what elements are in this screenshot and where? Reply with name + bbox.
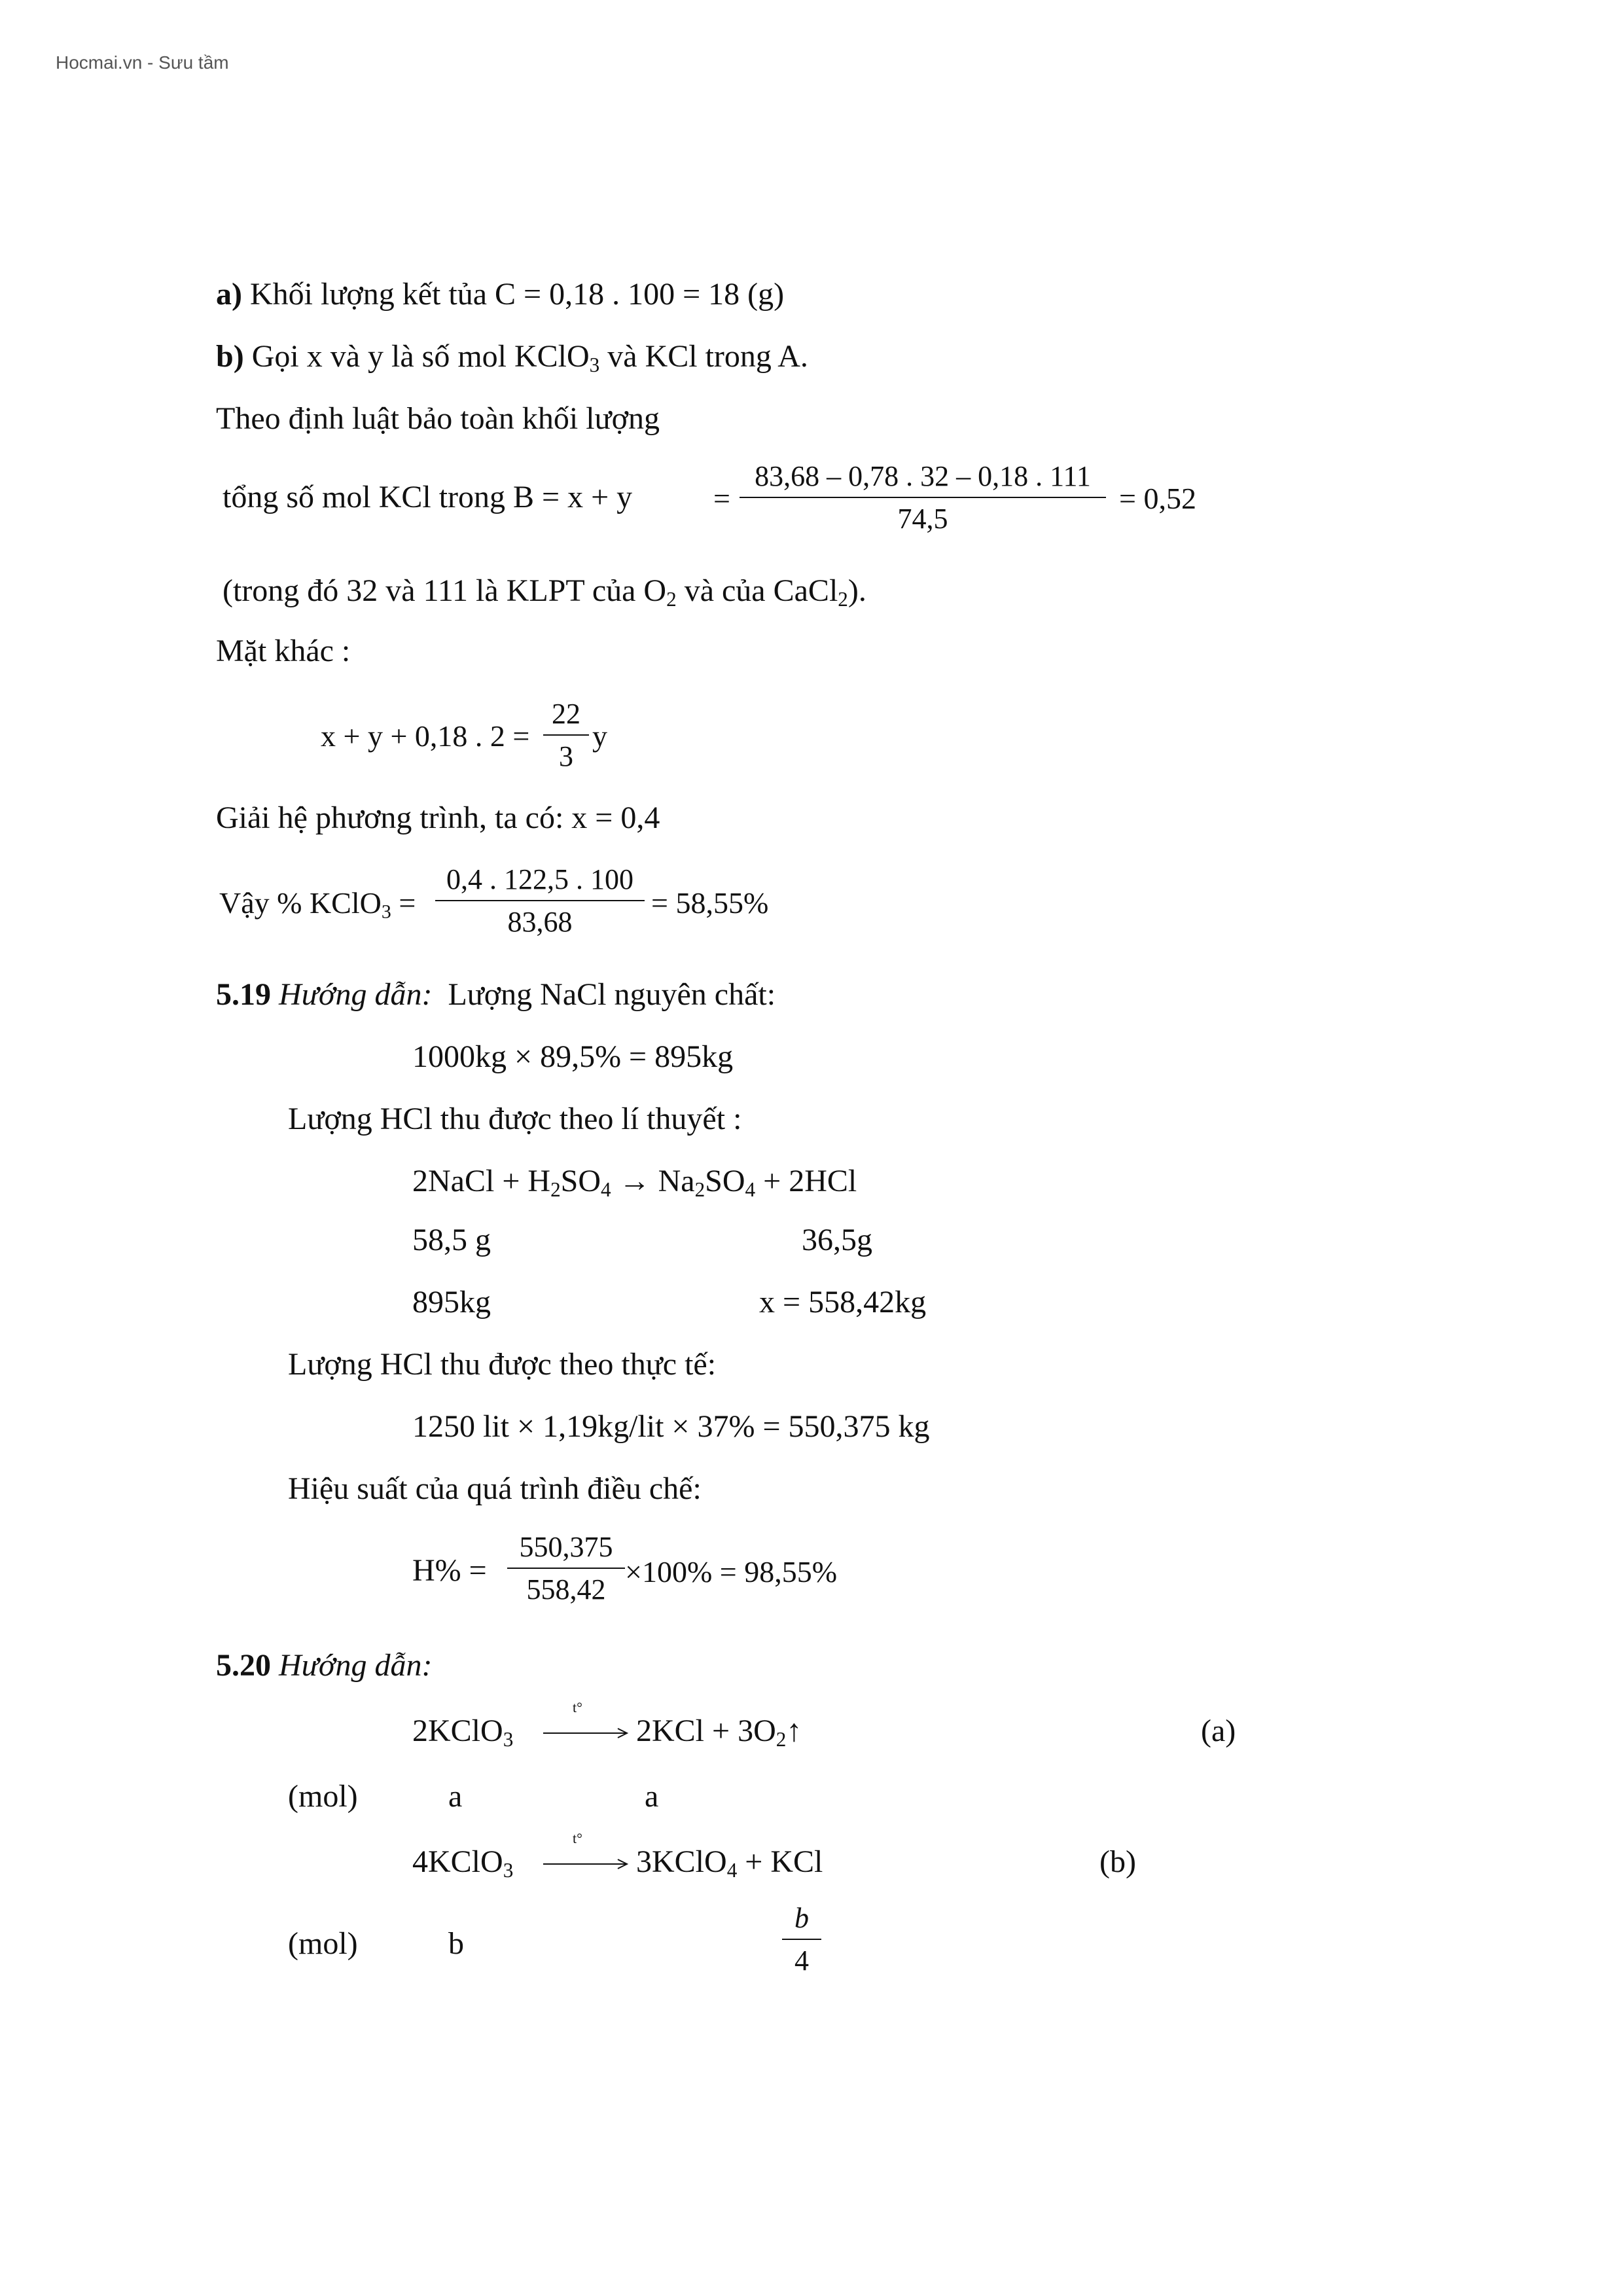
rxa-left-sub: 3 [503,1727,514,1751]
eq2-right: y [592,719,607,753]
rxb-right-text: 3KClO [636,1844,727,1879]
line-a-text: Khối lượng kết tủa C = 0,18 . 100 = 18 (g) [249,277,785,312]
reaction-a-tag: (a) [1201,1713,1236,1748]
solve-line: Giải hệ phương trình, ta có: x = 0,4 [216,800,660,835]
s519-line-2: Lượng HCl thu được theo lí thuyết : [288,1102,742,1136]
line-b [216,337,808,376]
rx1-part: + 2HCl [755,1164,857,1198]
eq2-left: x + y + 0,18 . 2 = [321,719,530,753]
line-b-sub: 3 [589,353,600,376]
mol-b-denominator: 4 [794,1945,809,1977]
rxa-right-sub: 2 [776,1727,787,1751]
mat-khac: Mặt khác : [216,634,351,668]
eq3-left-eq: = [399,886,416,920]
heat-arrow-icon [542,1708,630,1741]
note-sub2: 2 [838,587,848,611]
rx1-sub: 4 [745,1177,756,1201]
mol-b-numerator: b [794,1902,809,1934]
note-line [223,571,866,611]
mol-label-b: (mol) [288,1926,358,1961]
note-post: ). [847,573,866,608]
eq3-numerator: 0,4 . 122,5 . 100 [446,863,633,895]
eq4-left: H% = [412,1553,487,1588]
arrow-label-a: t° [573,1699,582,1715]
section-5-20-heading [216,1646,432,1685]
eq1-result: = 0,52 [1119,482,1196,515]
reaction-a-right [636,1712,802,1751]
rx1-sub: 2 [694,1177,705,1201]
line-b-post: và KCl trong A. [599,339,808,374]
fraction-bar [435,900,645,901]
mol-a-2: a [645,1779,659,1814]
mol-label-a: (mol) [288,1779,358,1814]
label-b: b) [216,339,244,374]
rxb-right-post: + KCl [737,1844,823,1879]
reaction-1 [412,1162,857,1201]
row1-left: 58,5 g [412,1223,491,1257]
eq4-numerator: 550,375 [519,1531,613,1563]
guide-label: Hướng dẫn: [279,977,433,1012]
section-5-19-heading [216,975,776,1014]
rx1-part: SO [705,1164,745,1198]
mol-b-fraction [782,1901,821,1977]
eq2-numerator: 22 [552,698,580,730]
section-number: 5.20 [216,1648,271,1683]
line-a [216,275,784,314]
eq3-denominator: 83,68 [507,906,573,938]
label-a: a) [216,277,242,312]
section-text: Lượng NaCl nguyên chất: [448,977,776,1012]
reaction-b-tag: (b) [1099,1844,1136,1879]
rxb-left-text: 4KClO [412,1844,503,1879]
reaction-b-right [636,1842,823,1882]
source-header: Hocmai.vn - Sưu tầm [56,52,229,73]
eq3-left-pre: Vậy % KClO [219,886,382,920]
gas-arrow: ↑ [786,1713,802,1748]
mol-b-1: b [448,1926,464,1961]
rxa-left-text: 2KClO [412,1713,503,1748]
section-number: 5.19 [216,977,271,1012]
s519-line-3: Lượng HCl thu được theo thực tế: [288,1347,717,1382]
arrow-label-b: t° [573,1830,582,1846]
rxb-right-sub: 4 [726,1858,738,1882]
rx1-part: SO [560,1164,601,1198]
rxb-left-sub: 3 [503,1858,514,1882]
eq2-denominator: 3 [559,740,573,772]
eq1-denominator: 74,5 [897,503,948,535]
note-mid: và của CaCl [676,573,838,608]
s519-line-1: 1000kg × 89,5% = 895kg [412,1039,734,1074]
reaction-b-left [412,1842,513,1882]
eq4-denominator: 558,42 [526,1573,606,1605]
eq1-fraction [740,459,1106,535]
row2-left: 895kg [412,1285,491,1319]
line-b-pre: Gọi x và y là số mol KClO [251,339,590,374]
eq1-eq: = [713,482,730,515]
eq2-fraction [543,697,589,773]
eq3-result: = 58,55% [651,886,769,920]
row1-right: 36,5g [802,1223,872,1257]
fraction-bar [507,1568,625,1569]
eq4-fraction [507,1530,625,1606]
rx1-part: → Na [611,1164,695,1198]
eq1-left: tổng số mol KCl trong B = x + y [223,480,633,514]
note-sub1: 2 [666,587,677,611]
eq3-left [219,884,416,923]
row2-right: x = 558,42kg [759,1285,927,1319]
rx1-sub: 2 [550,1177,561,1201]
s519-line-5: Hiệu suất của quá trình điều chế: [288,1471,702,1506]
rxa-right-text: 2KCl + 3O [636,1713,776,1748]
guide-label: Hướng dẫn: [279,1648,433,1683]
rx1-part: 2NaCl + H [412,1164,551,1198]
fraction-bar [740,497,1106,498]
line-law: Theo định luật bảo toàn khối lượng [216,401,660,436]
eq3-left-sub: 3 [381,901,391,923]
reaction-a-left [412,1712,513,1751]
mol-a-1: a [448,1779,463,1814]
s519-line-4: 1250 lit × 1,19kg/lit × 37% = 550,375 kg [412,1409,930,1444]
rx1-sub: 4 [601,1177,611,1201]
fraction-bar [782,1939,821,1940]
eq1-numerator: 83,68 – 0,78 . 32 – 0,18 . 111 [755,460,1091,492]
fraction-bar [543,734,589,736]
eq4-result: ×100% = 98,55% [625,1555,838,1588]
note-pre: (trong đó 32 và 111 là KLPT của O [223,573,667,608]
heat-arrow-icon [542,1839,630,1872]
eq3-fraction [435,863,645,939]
